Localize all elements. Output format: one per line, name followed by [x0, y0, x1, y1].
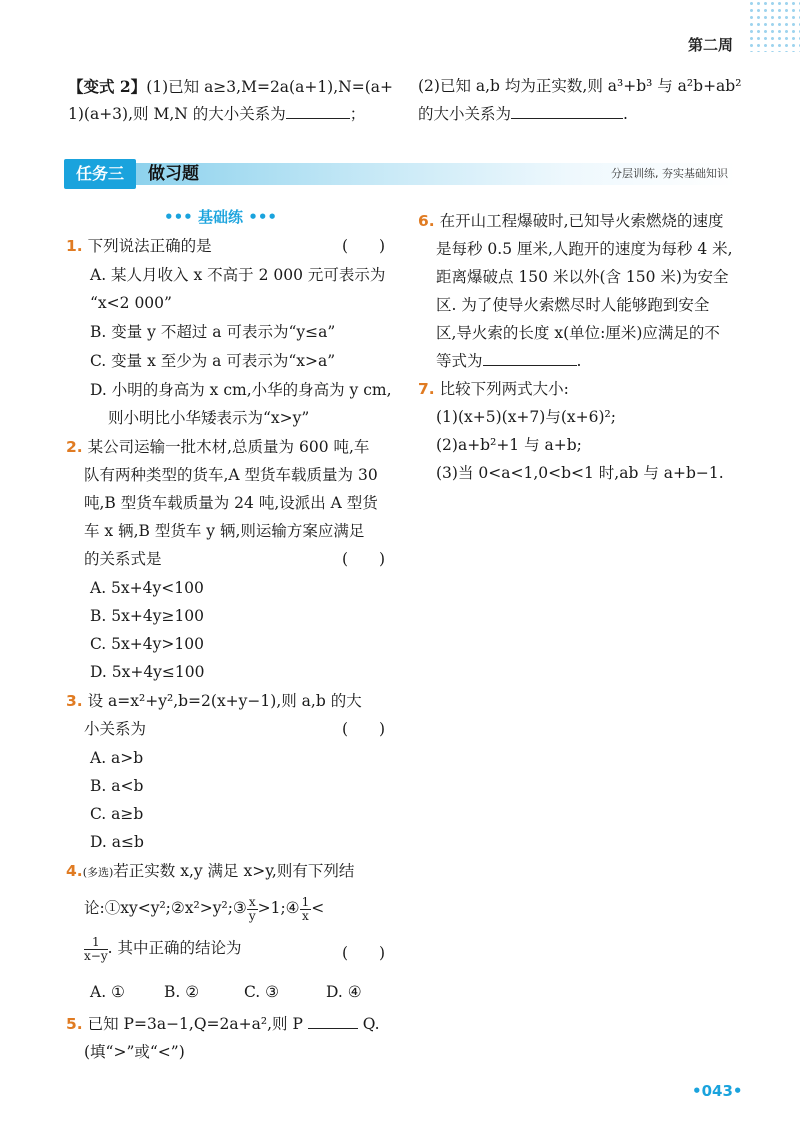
q1-number: 1. [66, 237, 83, 255]
q4-text3: . 其中正确的结论为 [107, 939, 242, 957]
q4-tag: (多选) [82, 866, 114, 879]
q6-text1: 在开山工程爆破时,已知导火索燃烧的速度 [439, 212, 724, 230]
q4-option-d[interactable]: D. ④ [326, 983, 362, 1001]
q7-stem-text: 比较下列两式大小: [439, 380, 569, 398]
q4-text2: 论:①xy<y²;②x²>y²;③ [84, 899, 247, 917]
q4-text2-mid: >1;④ [257, 899, 300, 917]
q4-text1: 若正实数 x,y 满足 x>y,则有下列结 [113, 862, 355, 880]
q3-line1 [66, 688, 362, 715]
q6-line4: 区. 为了使导火索燃尽时人能够跑到安全 [436, 296, 710, 314]
q2-option-c[interactable]: C. 5x+4y>100 [90, 635, 204, 653]
variant-left-line2 [68, 101, 365, 128]
section-title-text: 基础练 [198, 208, 244, 226]
q3-number: 3. [66, 692, 83, 710]
variant-left-end: ； [349, 105, 366, 123]
frac1-num: x [248, 894, 256, 909]
q4-number: 4. [66, 862, 83, 880]
q4-line2 [84, 895, 324, 923]
answer-blank-ab[interactable] [511, 102, 623, 119]
q5-text1: 已知 P=3a−1,Q=2a+a²,则 P [87, 1015, 303, 1033]
answer-blank-inequality[interactable] [483, 349, 577, 366]
q7-stem [418, 376, 569, 403]
q3-answer-paren[interactable]: ( ) [342, 720, 386, 738]
fraction-1-over-x-minus-y [84, 936, 108, 963]
variant-right-end: . [623, 105, 628, 123]
q7-part3: (3)当 0<a<1,0<b<1 时,ab 与 a+b−1. [436, 464, 724, 482]
q6-line6 [436, 348, 581, 375]
q4-option-a[interactable]: A. ① [90, 983, 125, 1001]
q1-option-d-line1[interactable]: D. 小明的身高为 x cm,小华的身高为 y cm, [90, 381, 392, 399]
q1-option-b[interactable]: B. 变量 y 不超过 a 可表示为“y≤a” [90, 323, 336, 341]
q3-option-c[interactable]: C. a≥b [90, 805, 144, 823]
q5-number: 5. [66, 1015, 83, 1033]
variant-right-text2: 的大小关系为 [418, 105, 512, 123]
answer-blank-mn[interactable] [286, 102, 350, 119]
q3-text1: 设 a=x²+y²,b=2(x+y−1),则 a,b 的大 [87, 692, 362, 710]
variant-right-line1: (2)已知 a,b 均为正实数,则 a³+b³ 与 a²b+ab² [418, 77, 742, 95]
corner-dot-pattern [748, 0, 800, 52]
fraction-1-over-x [300, 896, 312, 923]
variant-left-text1: (1)已知 a≥3,M=2a(a+1),N=(a+ [146, 78, 393, 96]
frac3-num: 1 [84, 936, 108, 950]
q2-option-b[interactable]: B. 5x+4y≥100 [90, 607, 205, 625]
q4-line1 [66, 858, 354, 886]
q7-part2: (2)a+b²+1 与 a+b; [436, 436, 582, 454]
dots-right-icon: ••• [248, 208, 278, 226]
dot-right-icon: • [732, 1082, 743, 1100]
q7-part1: (1)(x+5)(x+7)与(x+6)²; [436, 408, 616, 426]
page-number-text: 043 [701, 1082, 733, 1100]
q2-option-a[interactable]: A. 5x+4y<100 [90, 579, 204, 597]
task-title: 做习题 [148, 164, 199, 184]
q6-text6-end: . [576, 352, 582, 370]
q1-stem-text: 下列说法正确的是 [87, 237, 212, 255]
q2-line2: 队有两种类型的货车,A 型货车载质量为 30 [84, 466, 378, 484]
variant-left-line1 [68, 73, 393, 101]
dot-left-icon: • [692, 1082, 702, 1100]
q2-line1 [66, 434, 369, 461]
frac1-den: y [248, 908, 256, 923]
q2-line3: 吨,B 型货车载质量为 24 吨,设派出 A 型货 [84, 494, 378, 512]
q1-option-d-line2: 则小明比小华矮表示为“x>y” [108, 409, 310, 427]
q6-line3: 距离爆破点 150 米以外(含 150 米)为安全 [436, 268, 729, 286]
q2-text1: 某公司运输一批木材,总质量为 600 吨,车 [87, 438, 370, 456]
q5-line2: (填“>”或“<”) [84, 1043, 185, 1061]
page-number [692, 1082, 743, 1100]
variant-left-text2: 1)(a+3),则 M,N 的大小关系为 [68, 105, 286, 123]
q1-stem [66, 233, 212, 260]
task-banner [64, 159, 736, 189]
q1-option-a-line1[interactable]: A. 某人月收入 x 不高于 2 000 元可表示为 [90, 266, 386, 284]
variant-label: 【变式 2】 [68, 77, 147, 96]
dots-left-icon: ••• [164, 208, 193, 226]
q3-option-d[interactable]: D. a≤b [90, 833, 144, 851]
week-tag: 第二周 [688, 36, 734, 54]
q6-line2: 是每秒 0.5 厘米,人跑开的速度为每秒 4 米, [436, 240, 733, 258]
q4-answer-paren[interactable]: ( ) [342, 944, 386, 962]
variant-right-line2 [418, 101, 628, 128]
q1-option-c[interactable]: C. 变量 x 至少为 a 可表示为“x>a” [90, 352, 336, 370]
q4-option-c[interactable]: C. ③ [244, 983, 280, 1001]
q5-line1 [66, 1011, 380, 1038]
frac2-num: 1 [301, 894, 310, 909]
q4-line3 [84, 935, 241, 963]
fraction-x-over-y [247, 896, 258, 923]
q3-line2: 小关系为 [84, 720, 147, 738]
q1-answer-paren[interactable]: ( ) [342, 237, 386, 255]
answer-blank-pq[interactable] [308, 1012, 358, 1029]
q6-line5: 区,导火索的长度 x(单位:厘米)应满足的不 [436, 324, 720, 342]
frac3-den: x−y [84, 948, 108, 963]
q3-option-b[interactable]: B. a<b [90, 777, 144, 795]
q1-option-a-line2: “x<2 000” [90, 294, 172, 312]
q2-answer-paren[interactable]: ( ) [342, 550, 386, 568]
section-title [164, 206, 277, 227]
q3-option-a[interactable]: A. a>b [90, 749, 144, 767]
task-box-label: 任务三 [64, 159, 136, 189]
task-subtitle: 分层训练, 夯实基础知识 [611, 167, 728, 180]
q2-line5: 的关系式是 [84, 550, 162, 568]
q2-number: 2. [66, 438, 83, 456]
frac2-den: x [302, 908, 309, 923]
q4-text2-post: < [311, 899, 325, 917]
q6-number: 6. [418, 212, 435, 230]
q6-text6: 等式为 [436, 352, 483, 370]
q5-text1-end: Q. [362, 1015, 380, 1033]
q2-option-d[interactable]: D. 5x+4y≤100 [90, 663, 205, 681]
q4-option-b[interactable]: B. ② [164, 983, 200, 1001]
q2-line4: 车 x 辆,B 型货车 y 辆,则运输方案应满足 [84, 522, 365, 540]
q7-number: 7. [418, 380, 435, 398]
q6-line1 [418, 208, 724, 235]
